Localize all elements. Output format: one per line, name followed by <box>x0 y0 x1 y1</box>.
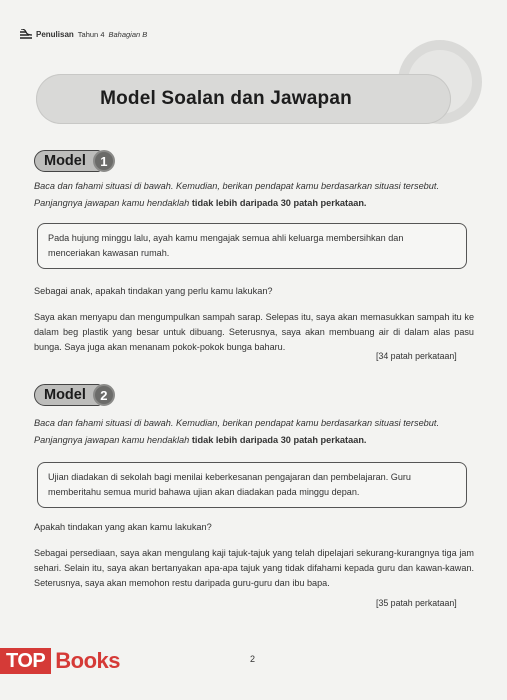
instruction-plain: Panjangnya jawapan kamu hendaklah <box>34 198 190 208</box>
instruction-line-2 <box>34 432 474 449</box>
instruction-word-limit: tidak lebih daripada 30 patah perkataan. <box>191 198 367 208</box>
model-2-label <box>34 384 115 406</box>
model-1-question: Sebagai anak, apakah tindakan yang perlu kamu lakukan? <box>34 286 273 296</box>
instruction-line-1: Baca dan fahami situasi di bawah. Kemudian, berikan pendapat kamu berdasarkan situasi tersebut. <box>34 181 440 191</box>
logo-books-text: Books <box>55 648 121 673</box>
model-tab: Model <box>34 384 101 406</box>
instruction-line-1: Baca dan fahami situasi di bawah. Kemudian, berikan pendapat kamu berdasarkan situasi tersebut. <box>34 418 440 428</box>
model-2-instruction <box>34 415 474 449</box>
situation-text: Pada hujung minggu lalu, ayah kamu mengajak semua ahli keluarga membersihkan dan menceriakan kawasan rumah. <box>48 233 404 258</box>
header-section: Bahagian B <box>108 29 148 39</box>
model-2-situation-box <box>37 462 467 508</box>
model-tab: Model <box>34 150 101 172</box>
model-2-question: Apakah tindakan yang akan kamu lakukan? <box>34 522 212 532</box>
model-1-label <box>34 150 115 172</box>
header-year: Tahun 4 <box>77 29 105 39</box>
instruction-line-2 <box>34 195 474 212</box>
topbooks-watermark-logo <box>0 648 190 674</box>
page-number: 2 <box>250 654 256 664</box>
book-stripes-icon <box>20 29 32 39</box>
instruction-plain: Panjangnya jawapan kamu hendaklah <box>34 435 190 445</box>
model-1-situation-box <box>37 223 467 269</box>
model-2-word-count: [35 patah perkataan] <box>376 598 457 608</box>
situation-text: Ujian diadakan di sekolah bagi menilai keberkesanan pengajaran dan pembelajaran. Guru memberitahu semua murid bahawa ujian akan diadakan pada minggu depan. <box>48 472 411 497</box>
logo-top-text: TOP <box>0 648 51 674</box>
model-number-badge: 1 <box>93 150 115 172</box>
model-2-answer: Sebagai persediaan, saya akan mengulang kaji tajuk-tajuk yang telah dipelajari sekurang-kurangnya tiga jam sehari. Selain itu, saya akan bertanyakan apa-apa tajuk yang tidak difahami kepada guru dan kawan-kawan. Seterusnya, saya akan memohon restu daripada guru-guru dan ibu bapa. <box>34 548 474 588</box>
running-header <box>20 29 147 39</box>
header-subject: Penulisan <box>36 29 74 39</box>
model-1-answer: Saya akan menyapu dan mengumpulkan sampah sarap. Selepas itu, saya akan memasukkan sampah itu ke dalam beg plastik yang besar untuk dibuang. Seterusnya, saya akan membuang air di dalam alas pasu bunga. Saya juga akan menanam pokok-pokok bunga baharu. <box>34 312 474 352</box>
model-1-instruction <box>34 178 474 212</box>
model-1-word-count: [34 patah perkataan] <box>376 351 457 361</box>
instruction-word-limit: tidak lebih daripada 30 patah perkataan. <box>191 435 367 445</box>
model-number-badge: 2 <box>93 384 115 406</box>
page-title: Model Soalan dan Jawapan <box>100 88 352 109</box>
